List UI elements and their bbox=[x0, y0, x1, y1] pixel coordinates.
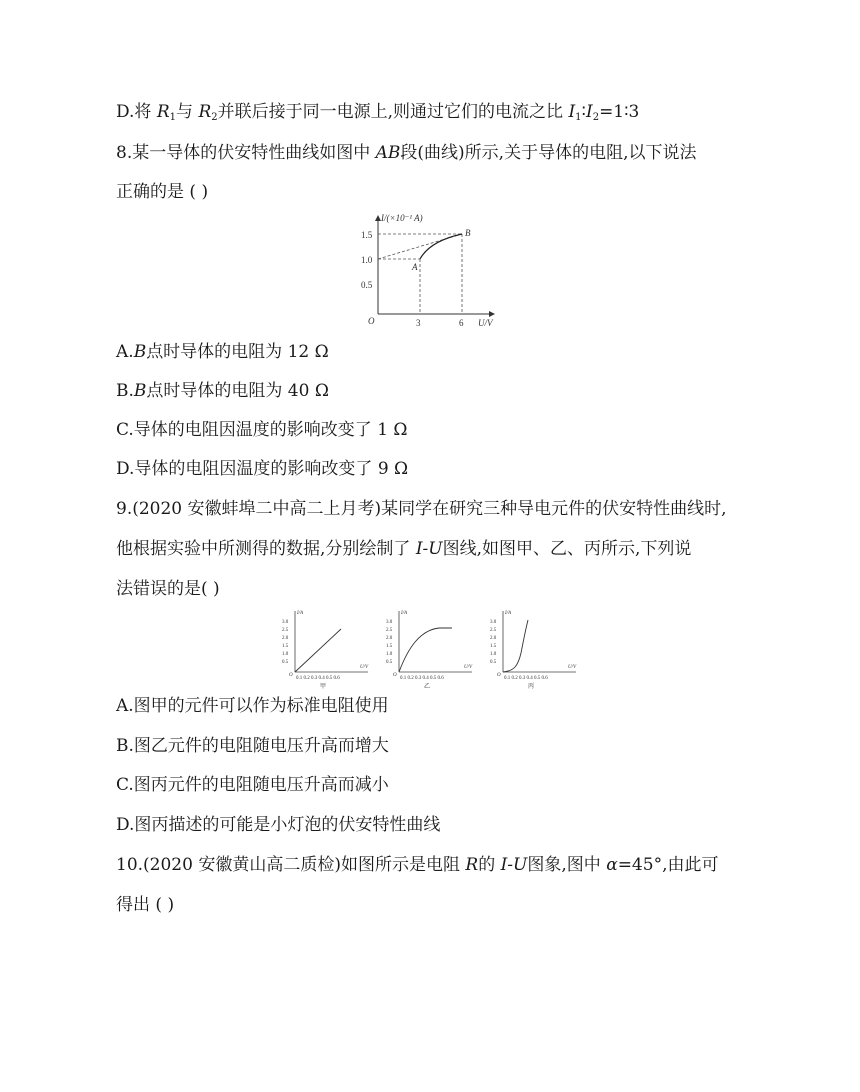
q9-stem-line1: 9.(2020 安徽蚌埠二中高二上月考)某同学在研究三种导电元件的伏安特性曲线时, bbox=[116, 499, 727, 519]
y-tick: 1.5 bbox=[282, 644, 289, 649]
q9-graphs bbox=[280, 608, 590, 690]
text: 他根据实验中所测得的数据,分别绘制了 bbox=[116, 539, 416, 559]
var-r: R bbox=[198, 102, 212, 122]
var-r: R bbox=[465, 855, 479, 875]
point-b-label: B bbox=[465, 228, 471, 238]
var-i: I bbox=[585, 102, 593, 122]
caption-yi: 乙 bbox=[424, 684, 431, 690]
curve-jia bbox=[295, 629, 341, 672]
text: 与 bbox=[176, 102, 199, 122]
y-tick-1.5: 1.5 bbox=[361, 230, 373, 240]
y-tick: 1.5 bbox=[490, 644, 497, 649]
q8-option-d: D.导体的电阻因温度的影响改变了 9 Ω bbox=[116, 459, 409, 479]
q9-option-c: C.图丙元件的电阻随电压升高而减小 bbox=[116, 775, 389, 795]
y-label: I/A bbox=[505, 611, 512, 616]
q9-option-d: D.图丙描述的可能是小灯泡的伏安特性曲线 bbox=[116, 815, 441, 835]
y-axis-label: I/(×10⁻¹ A) bbox=[381, 213, 423, 223]
x-ticks: 0.1 0.2 0.3 0.4 0.5 0.6 bbox=[296, 676, 340, 681]
text: 点时导体的电阻为 40 Ω bbox=[146, 381, 329, 401]
subscript: 2 bbox=[592, 112, 600, 123]
origin: O bbox=[289, 673, 293, 678]
y-tick: 3.0 bbox=[386, 620, 393, 625]
y-tick: 2.0 bbox=[490, 636, 497, 641]
var-ab: AB bbox=[375, 143, 401, 163]
y-tick-0.5: 0.5 bbox=[361, 280, 373, 290]
y-tick: 1.0 bbox=[282, 652, 289, 657]
y-tick: 2.0 bbox=[282, 636, 289, 641]
text: A. bbox=[116, 342, 134, 362]
text: 图象,图中 bbox=[527, 855, 607, 875]
var-alpha: α bbox=[606, 855, 618, 875]
x-axis-label: U/V bbox=[478, 318, 493, 328]
caption-jia: 甲 bbox=[320, 684, 327, 690]
graph-jia bbox=[282, 611, 369, 690]
y-tick: 3.0 bbox=[490, 620, 497, 625]
y-tick: 0.5 bbox=[386, 660, 393, 665]
q9-stem-line3: 法错误的是( ) bbox=[116, 579, 220, 599]
subscript: 1 bbox=[575, 112, 582, 123]
var-iu: I-U bbox=[500, 855, 528, 875]
y-tick: 0.5 bbox=[282, 660, 289, 665]
subscript: 2 bbox=[211, 112, 218, 123]
text: 点时导体的电阻为 12 Ω bbox=[146, 342, 329, 362]
text: ∶ bbox=[581, 102, 586, 122]
var-r: R bbox=[156, 102, 170, 122]
graph-yi bbox=[386, 611, 473, 690]
y-tick: 1.0 bbox=[490, 652, 497, 657]
y-tick: 0.5 bbox=[490, 660, 497, 665]
text: D.将 bbox=[116, 102, 157, 122]
q8-graph bbox=[358, 210, 508, 335]
q9-option-a: A.图甲的元件可以作为标准电阻使用 bbox=[116, 696, 389, 716]
q8-option-c: C.导体的电阻因温度的影响改变了 1 Ω bbox=[116, 420, 408, 440]
x-ticks: 0.1 0.2 0.3 0.4 0.5 0.6 bbox=[400, 676, 444, 681]
var-b: B bbox=[133, 381, 147, 401]
q8-stem-line2: 正确的是 ( ) bbox=[116, 182, 209, 202]
subscript: 1 bbox=[169, 112, 177, 123]
y-tick: 2.5 bbox=[490, 628, 497, 633]
x-label: U/V bbox=[360, 665, 369, 670]
text: =45°,由此可 bbox=[617, 855, 719, 875]
origin: O bbox=[393, 673, 397, 678]
text: 8.某一导体的伏安特性曲线如图中 bbox=[116, 143, 376, 163]
q10-stem-line1 bbox=[116, 853, 718, 877]
var-iu: I-U bbox=[415, 539, 443, 559]
y-tick: 1.5 bbox=[386, 644, 393, 649]
q9-option-b: B.图乙元件的电阻随电压升高而增大 bbox=[116, 736, 389, 756]
text: B. bbox=[116, 381, 134, 401]
graph-bing bbox=[490, 611, 577, 690]
q8-option-b bbox=[116, 379, 329, 403]
y-label: I/A bbox=[297, 611, 304, 616]
text: 并联后接于同一电源上,则通过它们的电流之比 bbox=[217, 102, 569, 122]
var-b: B bbox=[133, 342, 147, 362]
q8-stem-line1 bbox=[116, 141, 696, 165]
q9-stem-line2 bbox=[116, 537, 691, 561]
text: 图线,如图甲、乙、丙所示,下列说 bbox=[442, 539, 692, 559]
y-tick: 2.5 bbox=[386, 628, 393, 633]
text: =1∶3 bbox=[599, 102, 640, 122]
y-tick: 2.0 bbox=[386, 636, 393, 641]
curve-yi bbox=[399, 628, 452, 672]
var-i: I bbox=[568, 102, 576, 122]
text: 段(曲线)所示,关于导体的电阻,以下说法 bbox=[400, 143, 697, 163]
y-tick-1.0: 1.0 bbox=[361, 255, 373, 265]
origin: O bbox=[497, 673, 501, 678]
y-tick: 3.0 bbox=[282, 620, 289, 625]
x-tick-3: 3 bbox=[416, 318, 421, 328]
caption-bing: 丙 bbox=[528, 684, 535, 690]
q8-option-a bbox=[116, 340, 329, 364]
x-label: U/V bbox=[568, 665, 577, 670]
x-tick-6: 6 bbox=[459, 318, 464, 328]
text: 的 bbox=[478, 855, 501, 875]
x-label: U/V bbox=[464, 665, 473, 670]
y-tick: 1.0 bbox=[386, 652, 393, 657]
curve-bing bbox=[503, 620, 528, 672]
q7-option-d bbox=[116, 100, 639, 127]
y-label: I/A bbox=[401, 611, 408, 616]
origin-label: O bbox=[368, 316, 375, 326]
text: 10.(2020 安徽黄山高二质检)如图所示是电阻 bbox=[116, 855, 466, 875]
q10-stem-line2: 得出 ( ) bbox=[116, 895, 175, 915]
curve-ab bbox=[420, 234, 462, 259]
y-tick: 2.5 bbox=[282, 628, 289, 633]
x-ticks: 0.1 0.2 0.3 0.4 0.5 0.6 bbox=[504, 676, 548, 681]
point-a-label: A bbox=[412, 262, 418, 272]
